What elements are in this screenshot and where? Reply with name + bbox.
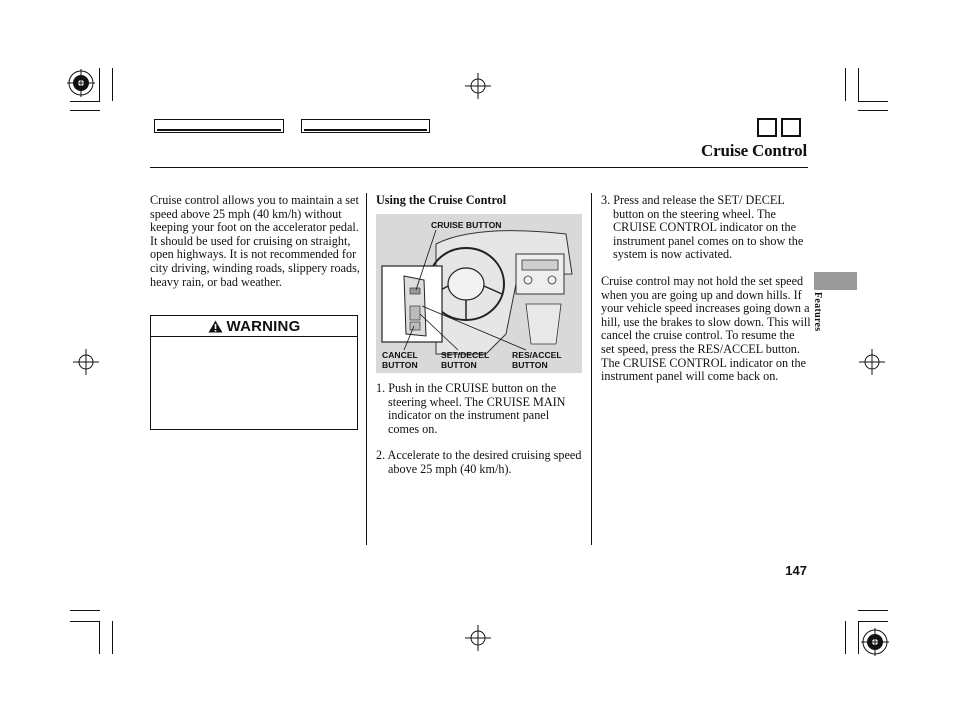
crop-mark [99, 621, 100, 654]
crop-mark [858, 621, 859, 654]
warning-box [150, 315, 358, 430]
registration-mark-icon [860, 627, 890, 657]
crop-mark [99, 68, 100, 101]
cruise-note-paragraph: Cruise control may not hold the set speed when you are going up and down hills. If your vehicle speed increases going down a hill, use the brakes to slow down. This will cancel the cruise control. To resume the set speed, press the RES/ACCEL button. The CRUISE CONTROL indicator on the instrument panel will come back on. [601, 273, 811, 384]
crosshair-icon [859, 349, 885, 375]
middle-column-heading-block [376, 194, 586, 208]
cancel-label-line-1: CANCEL [382, 350, 418, 360]
step-1: 1. Push in the CRUISE button on the steering wheel. The CRUISE MAIN indicator on the instrument panel comes on. [376, 381, 566, 436]
middle-column-steps [376, 382, 582, 477]
crop-mark [845, 621, 846, 654]
crosshair-icon [465, 73, 491, 99]
crop-mark [112, 68, 113, 101]
page-title: Cruise Control [701, 141, 807, 160]
res-label-line-2: BUTTON [512, 359, 548, 370]
crop-mark [845, 68, 846, 101]
prev-page-button[interactable] [757, 118, 777, 137]
column-divider [591, 193, 592, 545]
section-heading: Using the Cruise Control [376, 193, 507, 207]
left-column [150, 194, 360, 289]
crop-mark [858, 610, 888, 611]
section-side-label: Features [812, 292, 823, 332]
crosshair-icon [73, 349, 99, 375]
set-decel-button-label [441, 351, 489, 370]
cruise-button-label: CRUISE BUTTON [431, 220, 502, 230]
res-label-line-1: RES/ACCEL [512, 350, 562, 360]
set-label-line-1: SET/DECEL [441, 350, 490, 360]
section-side-tab[interactable] [814, 272, 857, 290]
column-divider [366, 193, 367, 545]
nav-tab-table-of-contents[interactable] [301, 119, 430, 133]
next-page-button[interactable] [781, 118, 801, 137]
page-number: 147 [785, 563, 807, 578]
registration-mark-icon [66, 68, 96, 98]
crop-mark [70, 110, 100, 111]
crop-mark [112, 621, 113, 654]
intro-paragraph: Cruise control allows you to maintain a set speed above 25 mph (40 km/h) without keeping your foot on the accelerator pedal. It should be used for cruising on straight, open highways. It is not recommended for city driving, winding roads, slippery roads, heavy rain, or bad weather. [150, 193, 360, 289]
warning-header [151, 316, 357, 337]
cancel-button-label [382, 351, 418, 370]
header-rule [150, 167, 808, 168]
step-2: 2. Accelerate to the desired cruising speed above 25 mph (40 km/h). [376, 448, 582, 476]
step-3: 3. Press and release the SET/ DECEL button on the steering wheel. The CRUISE CONTROL indicator on the instrument panel comes on to show the system is now activated. [601, 193, 804, 262]
crop-mark [858, 110, 888, 111]
crop-mark [858, 68, 859, 101]
cruise-control-figure [376, 214, 582, 373]
res-accel-button-label [512, 351, 562, 370]
crop-mark [70, 621, 100, 622]
warning-triangle-icon [208, 320, 223, 333]
warning-label: WARNING [226, 317, 301, 335]
set-label-line-2: BUTTON [441, 359, 477, 370]
crop-mark [70, 610, 100, 611]
right-column [601, 194, 811, 384]
cancel-label-line-2: BUTTON [382, 359, 418, 370]
crosshair-icon [465, 625, 491, 651]
crop-mark [858, 101, 888, 102]
nav-tab-main-menu[interactable] [154, 119, 284, 133]
crop-mark [70, 101, 100, 102]
crop-mark [858, 621, 888, 622]
